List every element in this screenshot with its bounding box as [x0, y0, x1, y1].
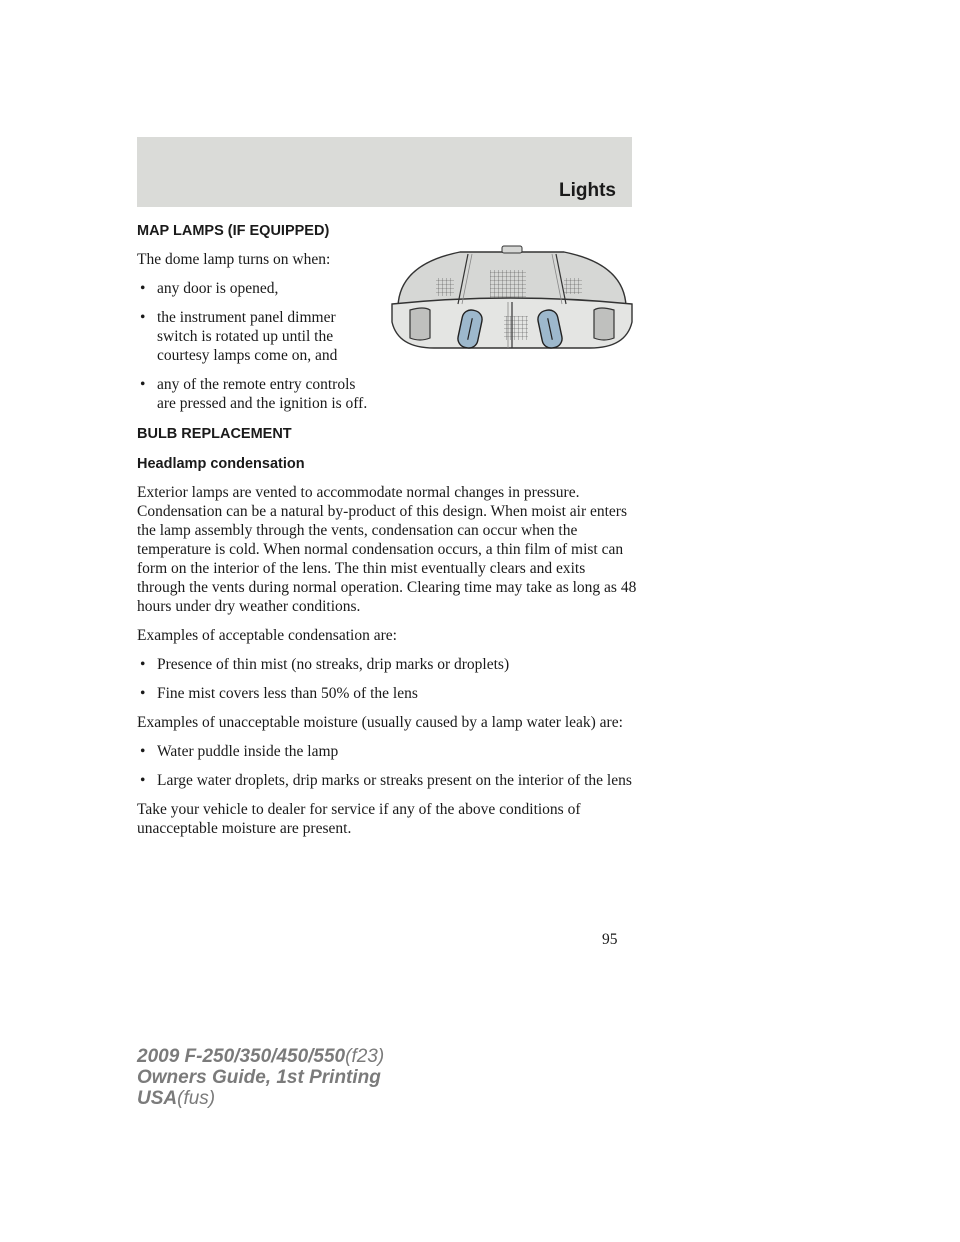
headlamp-condensation-heading: Headlamp condensation: [137, 456, 305, 472]
section-title: Lights: [559, 180, 616, 201]
bulb-replacement-heading: BULB REPLACEMENT: [137, 426, 292, 442]
unacceptable-intro: Examples of unacceptable moisture (usually caused by a lamp water leak) are:: [137, 714, 623, 731]
page-number: 95: [602, 931, 618, 948]
footer-edition: Owners Guide, 1st Printing: [137, 1067, 381, 1088]
unacceptable-list: [137, 742, 637, 790]
map-lamps-heading: MAP LAMPS (IF EQUIPPED): [137, 223, 330, 239]
list-item: • Water puddle inside the lamp: [137, 742, 637, 761]
condensation-paragraph: Exterior lamps are vented to accommodate normal changes in pressure. Condensation can be a natural by-product of this design. When moist air enters the lamp assembly through the vents, condensation can occur when the temperature is cold. When normal condensation occurs, a thin film of mist can form on the interior of the lens. The thin mist eventually clears and exits through the vents during normal operation. Clearing time may take as long as 48 hours under dry weather conditions.: [137, 484, 637, 615]
list-item: • any of the remote entry controls are pressed and the ignition is off.: [137, 375, 377, 413]
footer-model-code: (f23): [345, 1046, 385, 1067]
footer-market-code: (fus): [177, 1088, 216, 1109]
list-item: • the instrument panel dimmer switch is rotated up until the courtesy lamps come on, and: [137, 308, 377, 365]
service-note: Take your vehicle to dealer for service if any of the above conditions of unacceptable moisture are present.: [137, 801, 581, 837]
list-item: • Fine mist covers less than 50% of the lens: [137, 684, 637, 703]
section-header: [137, 137, 632, 207]
document-footer: [137, 1046, 384, 1109]
footer-market: USA: [137, 1088, 178, 1109]
acceptable-intro: Examples of acceptable condensation are:: [137, 627, 397, 644]
list-item: • any door is opened,: [137, 279, 377, 298]
map-lamp-illustration: [390, 244, 634, 352]
list-item: • Presence of thin mist (no streaks, drip marks or droplets): [137, 655, 637, 674]
list-item: • Large water droplets, drip marks or streaks present on the interior of the lens: [137, 771, 637, 790]
dome-lamp-intro: The dome lamp turns on when:: [137, 251, 331, 268]
footer-model: 2009 F-250/350/450/550: [137, 1046, 346, 1067]
dome-lamp-conditions: [137, 279, 377, 413]
acceptable-list: [137, 655, 637, 703]
